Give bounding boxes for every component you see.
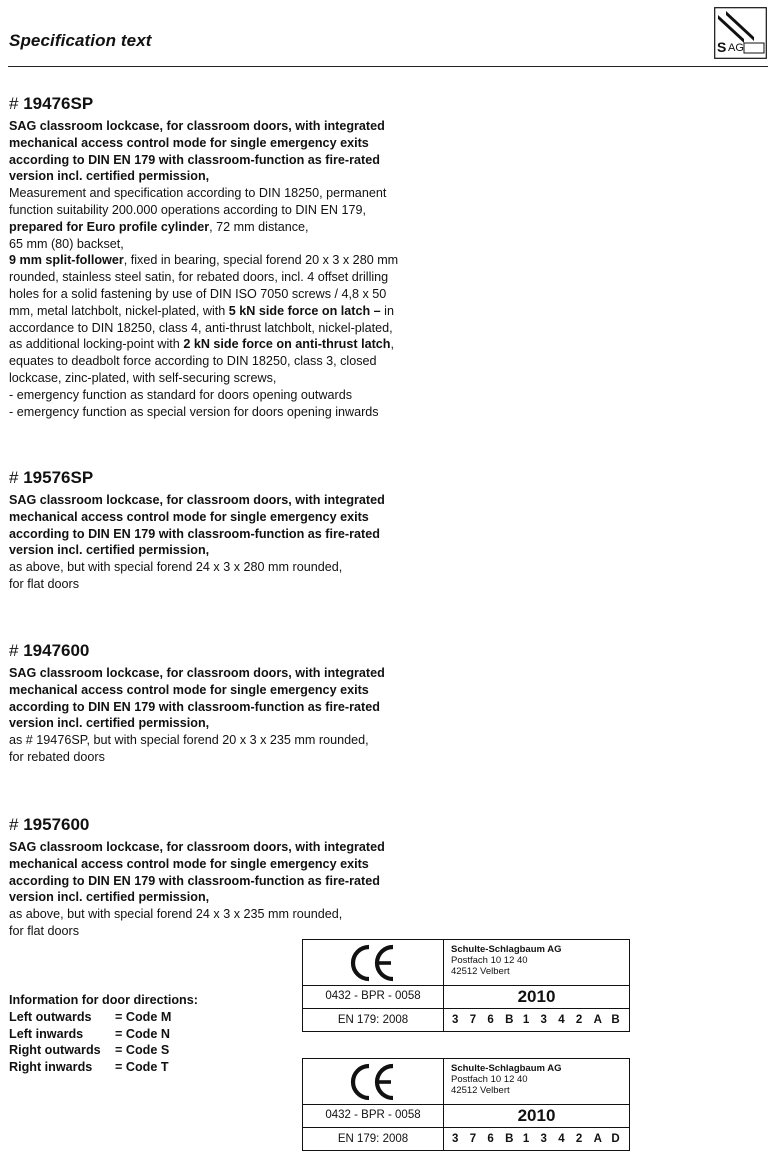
article-number [9, 468, 429, 488]
svg-text:AG: AG [728, 42, 744, 54]
manufacturer-street: Postfach 10 12 40 [451, 955, 528, 966]
spec-text-bold: version incl. certified permission, [9, 543, 210, 558]
spec-text-bold: SAG classroom lockcase, for classroom doors, with integrated [9, 840, 385, 854]
standard-label: EN 179: 2008 [303, 1009, 444, 1031]
spec-text: as # 19476SP, but with special forend 20 x 3 x 235 mm rounded, [9, 733, 369, 748]
spec-text-bold: SAG classroom lockcase, for classroom doors, with integrated [9, 493, 385, 507]
direction-code: = Code N [115, 1026, 170, 1041]
spec-line [9, 152, 429, 169]
page-title: Specification text [9, 31, 152, 50]
classification-digit: 2 [575, 1014, 583, 1026]
direction-code: = Code M [115, 1009, 172, 1024]
spec-line [9, 559, 429, 576]
spec-text-bold: according to DIN EN 179 with classroom-function as fire-rated [9, 699, 380, 714]
spec-text: function suitability 200.000 operations according to DIN EN 179, [9, 202, 367, 217]
spec-text-bold: according to DIN EN 179 with classroom-function as fire-rated [9, 152, 380, 167]
spec-line [9, 682, 429, 699]
spec-line [9, 202, 429, 219]
classification-code [444, 1128, 629, 1150]
ce-mark-cell [303, 1059, 444, 1105]
door-directions-title: Information for door directions: [9, 993, 198, 1007]
spec-section [9, 815, 429, 940]
spec-text: , 72 mm distance, [209, 219, 309, 234]
spec-line [9, 185, 429, 202]
classification-digit: 1 [522, 1014, 530, 1026]
spec-text: accordance to DIN 18250, class 4, anti-thrust latchbolt, nickel-plated, [9, 320, 393, 335]
spec-section [9, 94, 429, 420]
article-code: 1957600 [23, 815, 90, 834]
manufacturer-name: Schulte-Schlagbaum AG [451, 1063, 562, 1074]
spec-line [9, 353, 429, 370]
spec-text-bold: mechanical access control mode for single emergency exits [9, 856, 369, 871]
spec-text-bold: version incl. certified permission, [9, 716, 210, 731]
classification-digit: D [611, 1133, 620, 1145]
classification-digit: 7 [469, 1133, 477, 1145]
article-code: 19576SP [23, 468, 94, 487]
spec-text: Measurement and specification according to DIN 18250, permanent [9, 186, 387, 201]
direction-label: Left outwards [9, 1009, 92, 1024]
direction-code: = Code S [115, 1043, 170, 1058]
classification-digit: 3 [452, 1133, 459, 1145]
spec-text-bold: version incl. certified permission, [9, 890, 210, 905]
spec-text: in [380, 303, 394, 318]
spec-line [9, 404, 429, 421]
spec-line [9, 135, 429, 152]
article-number [9, 815, 429, 835]
spec-line [9, 320, 429, 337]
classification-digit: B [505, 1014, 514, 1026]
article-code: 1947600 [23, 641, 90, 660]
ce-certificate [302, 939, 630, 1032]
spec-text: mm, metal latchbolt, nickel-plated, with [9, 303, 229, 318]
spec-line [9, 873, 429, 890]
article-number [9, 641, 429, 661]
spec-line [9, 387, 429, 404]
registration-number: 0432 - BPR - 0058 [303, 1105, 444, 1128]
spec-text-bold: mechanical access control mode for single emergency exits [9, 135, 369, 150]
spec-line [9, 526, 429, 543]
spec-line [9, 576, 429, 593]
spec-text-bold: 5 kN side force on latch – [228, 303, 381, 318]
spec-text-bold: prepared for Euro profile cylinder [9, 219, 210, 234]
classification-digit: B [505, 1133, 514, 1145]
ce-mark-cell [303, 940, 444, 986]
direction-label: Right inwards [9, 1060, 93, 1075]
spec-line [9, 509, 429, 526]
hash-symbol: # [9, 468, 19, 487]
classification-digit: A [593, 1133, 602, 1145]
classification-digit: 3 [540, 1014, 547, 1026]
manufacturer-address [444, 1059, 629, 1105]
spec-line [9, 269, 429, 286]
spec-line [9, 336, 429, 353]
spec-line [9, 889, 429, 906]
spec-line [9, 856, 429, 873]
hash-symbol: # [9, 641, 19, 660]
classification-digit: 6 [487, 1014, 494, 1026]
spec-line [9, 252, 429, 269]
article-code: 19476SP [23, 94, 94, 113]
classification-code [444, 1009, 629, 1031]
spec-line [9, 839, 429, 856]
spec-text-bold: 9 mm split-follower [9, 253, 124, 268]
spec-line [9, 303, 429, 320]
spec-text-bold: SAG classroom lockcase, for classroom doors, with integrated [9, 119, 385, 133]
classification-digit: 2 [575, 1133, 583, 1145]
spec-line [9, 370, 429, 387]
ce-mark-icon [347, 943, 397, 983]
svg-text:S: S [717, 39, 727, 55]
direction-row [9, 1059, 198, 1076]
direction-row [9, 1042, 198, 1059]
spec-line [9, 236, 429, 253]
spec-text-bold: SAG classroom lockcase, for classroom doors, with integrated [9, 666, 385, 680]
spec-line [9, 168, 429, 185]
spec-line [9, 492, 429, 509]
spec-text: rounded, stainless steel satin, for rebated doors, incl. 4 offset drilling [9, 270, 389, 285]
spec-line [9, 118, 429, 135]
certificate-year: 2010 [444, 1105, 629, 1128]
spec-line [9, 286, 429, 303]
spec-line [9, 665, 429, 682]
spec-text-bold: according to DIN EN 179 with classroom-function as fire-rated [9, 873, 380, 888]
spec-line [9, 715, 429, 732]
manufacturer-city: 42512 Velbert [451, 966, 510, 977]
direction-label: Left inwards [9, 1026, 84, 1041]
spec-section [9, 468, 429, 593]
classification-digit: 3 [452, 1014, 459, 1026]
spec-text-bold: version incl. certified permission, [9, 169, 210, 184]
spec-line [9, 732, 429, 749]
spec-line [9, 219, 429, 236]
spec-text: , fixed in bearing, special forend 20 x 3 x 280 mm [123, 253, 399, 268]
spec-text: lockcase, zinc-plated, with self-securing screws, [9, 370, 277, 385]
hash-symbol: # [9, 94, 19, 113]
classification-digit: 6 [487, 1133, 494, 1145]
standard-label: EN 179: 2008 [303, 1128, 444, 1150]
spec-text: - emergency function as special version for doors opening inwards [9, 404, 379, 419]
manufacturer-city: 42512 Velbert [451, 1085, 510, 1096]
classification-digit: 1 [522, 1133, 530, 1145]
classification-digit: 3 [540, 1133, 547, 1145]
spec-text: as above, but with special forend 24 x 3 x 280 mm rounded, [9, 560, 343, 575]
spec-text-bold: according to DIN EN 179 with classroom-function as fire-rated [9, 526, 380, 541]
spec-text: - emergency function as standard for doors opening outwards [9, 387, 353, 402]
manufacturer-address [444, 940, 629, 986]
spec-text-bold: mechanical access control mode for single emergency exits [9, 682, 369, 697]
spec-text-bold: mechanical access control mode for single emergency exits [9, 509, 369, 524]
hash-symbol: # [9, 815, 19, 834]
door-directions [9, 992, 198, 1076]
classification-digit: B [611, 1014, 620, 1026]
spec-line [9, 923, 429, 940]
spec-text: for rebated doors [9, 749, 105, 764]
classification-digit: 4 [558, 1014, 565, 1026]
registration-number: 0432 - BPR - 0058 [303, 986, 444, 1009]
direction-row [9, 1009, 198, 1026]
spec-text: for flat doors [9, 923, 79, 938]
spec-line [9, 542, 429, 559]
spec-text-bold: 2 kN side force on anti-thrust latch [183, 337, 391, 352]
spec-text: for flat doors [9, 576, 79, 591]
spec-text: 65 mm (80) backset, [9, 236, 124, 251]
sag-logo [714, 7, 767, 59]
ce-mark-icon [347, 1062, 397, 1102]
spec-line [9, 699, 429, 716]
article-number [9, 94, 429, 114]
spec-section [9, 641, 429, 766]
spec-text: as above, but with special forend 24 x 3 x 235 mm rounded, [9, 907, 343, 922]
spec-text: equates to deadbolt force according to DIN 18250, class 3, closed [9, 354, 377, 369]
classification-digit: 7 [469, 1014, 477, 1026]
direction-row [9, 1026, 198, 1043]
spec-text: as additional locking-point with [9, 337, 184, 352]
ce-certificate [302, 1058, 630, 1151]
certificate-year: 2010 [444, 986, 629, 1009]
header-divider [8, 66, 768, 67]
spec-text: , [390, 337, 394, 352]
manufacturer-name: Schulte-Schlagbaum AG [451, 944, 562, 955]
classification-digit: A [593, 1014, 602, 1026]
direction-label: Right outwards [9, 1043, 101, 1058]
spec-text: holes for a solid fastening by use of DIN ISO 7050 screws / 4,8 x 50 [9, 286, 387, 301]
manufacturer-street: Postfach 10 12 40 [451, 1074, 528, 1085]
spec-line [9, 906, 429, 923]
spec-line [9, 749, 429, 766]
classification-digit: 4 [558, 1133, 565, 1145]
direction-code: = Code T [115, 1060, 169, 1075]
